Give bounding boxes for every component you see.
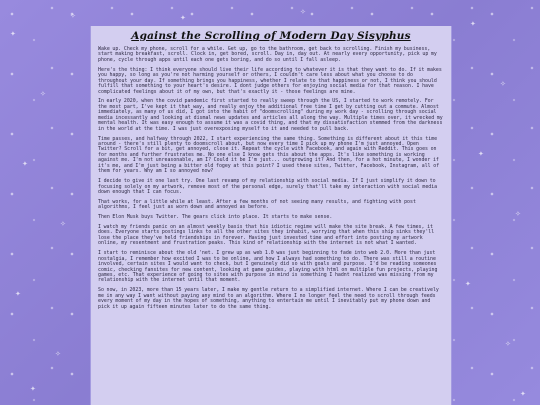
star-background: ✦ ✧ ✦ ✧ ✦ ✧ ✧ ✦ ✧ ✦ ✧ ✦ ✧ ✦ ✦ ✧ ✦ <box>10 8 526 398</box>
post-paragraph: Then Elon Musk buys Twitter. The gears click into place. It starts to make sense. <box>98 214 333 221</box>
post-paragraph: That works, for a little while at least. After a few months of not seeing many results, and fighting with post algorithms, I feel just as worn down and annoyed as before. <box>98 198 416 211</box>
post-paragraph: Time passes, and halfway through 2022, I start experiencing the same thing. Something is different about it this time around - there's still plenty to doomscroll about, but now every time I pick up my phone I'm just annoyed. Open Twitter? Scroll for a bit, get annoyed, close it. Repeat the cycle with Facebook, and again with Reddit. This goes on for months and further frustrates me. No one else I know gets this about the apps. It's like something is working against me. I'm not unreasonable, am I? Could it be I'm just... outgrowing it? And then, for a hot minute, I wonder if it's me, and I'm just being a bitter old fogey at this point? I used these sites, Twitter, Facebook, Instagram, all of them for years. Why am I so annoyed now? <box>98 135 440 175</box>
post-paragraph: I watch my friends panic on an almost weekly basis that his idiotic regime will make the site break. A few times, it does. Everyone starts postings links to all the other sites they inhabit, worrying that when this ship sinks they'll lose the place they've held friendships in forever. Having just invested time and effort into posting my artwork online, my resentment and frustration peaks. This kind of relationship with the internet is not what I wanted. <box>98 223 435 247</box>
post-paragraph: Wake up. Check my phone, scroll for a while. Get up, go to the bathroom, get back to scrolling. Finish my business, start making breakfast, scroll. Clock in, get bored, scroll. Day in, day out. At nearly every opportunity, pick up my phone, cycle through apps until each one gets boring, and do so until I fall asleep. <box>98 46 437 63</box>
post-paragraph: So now, in 2023, more than 15 years later, I make my gentle return to a simplified internet. Where I can be creatively me in any way I want without paying any mind to an algorithm. Where I no longer feel the need to scroll through feeds every moment of my day in the hopes of something, anything to entertain me until I inevitably put my phone down and pick it up again fifteen minutes later to do the same thing. <box>98 287 439 310</box>
post-paragraph: I start to reminisce about the old 'net. I grew up as web 1.0 was just beginning to fade into web 2.0. More than just nostalgia, I remember how excited I was to be online, and how I always had something to do. There was still a routine involved, certain sites I would want to check, but I genuinely did so with goals and purpose. I'd be reading someones comic, checking fansites for new content, looking at game guides, playing with html on multiple fun projects, playing games, etc. That experience of going to sites with purpose in mind is something I hadnt realized was missing from my relationship with the internet until that moment. <box>98 250 438 284</box>
blog-post <box>90 26 452 405</box>
post-paragraph: In early 2020, when the covid pandemic first started to really sweep through the US, I started to work remotely. For the most part, I've kept it that way, and really enjoy the additional free time I get by cutting out a commute. Almost immediately, as many of us did, I got into the habit of "doomscrolling" during my work day - scrolling through social media incessantly and looking at dismal news updates and articles all along the way. Multiple times over, it wrecked my mental health. It was easy enough to assume it was a covid thing, and that my dissatisfaction stemmed from the darkness in the world at the time. I was just overexposing myself to it and needed to pull back. <box>98 98 443 132</box>
post-title: Against the Scrolling of Modern Day Sisyphus <box>131 30 411 42</box>
post-paragraph: Here's the thing: I think everyone should live their life according to whatever it is that they want to do. If it makes you happy, so long as you're not harming yourself or others, I couldn't care less about what you choose to do throughout your day. If something brings you happiness, whether I relate to that happiness or not, I think you should fulfill that something to your heart's desire. I dont judge others for enjoying social media for that reason. I have complicated feelings about it of my own, but that's exactly it - those feelings are mine. <box>98 66 442 95</box>
post-paragraph: I decide to give it one last try. One last revamp of my relationship with social media. If I just simplify it down to focusing solely on my artwork, remove most of the personal edge, surely that'll take my interaction with social media down enough that I can focus. <box>98 178 438 195</box>
post-body <box>91 47 451 310</box>
